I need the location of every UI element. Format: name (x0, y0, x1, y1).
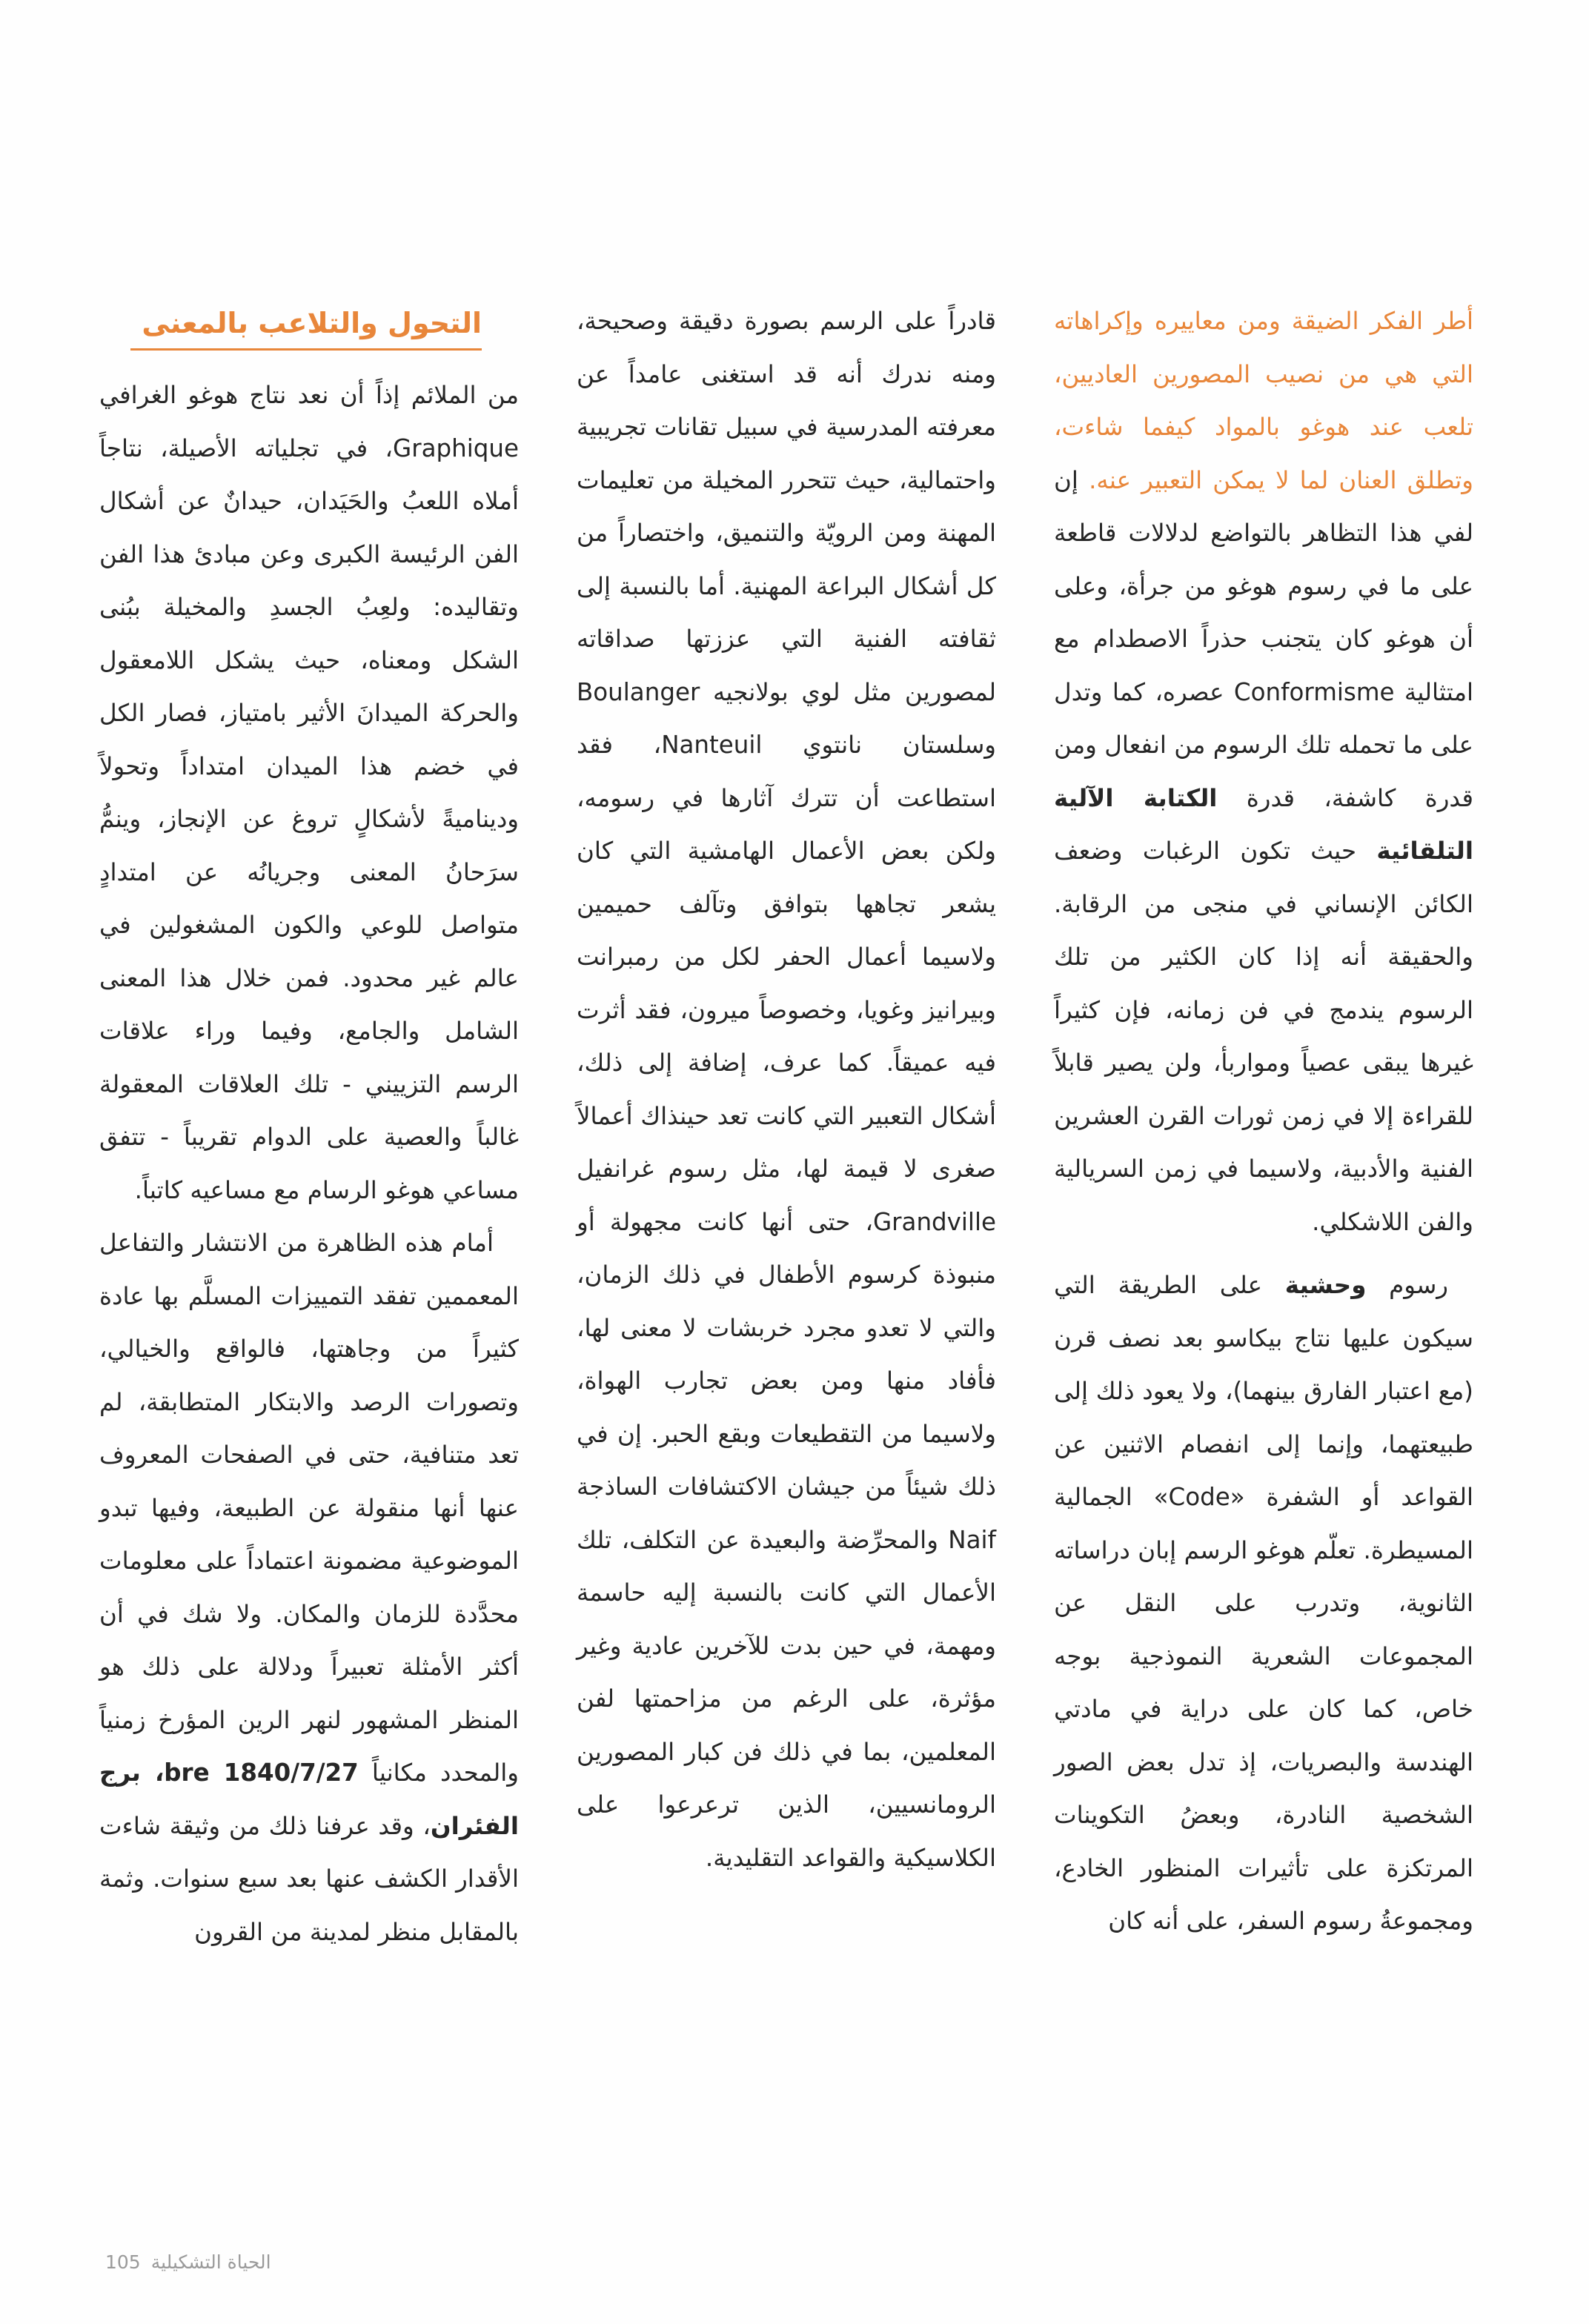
section-heading: التحول والتلاعب بالمعنى (142, 307, 482, 339)
paragraph (1054, 1259, 1473, 1948)
page-footer (105, 2251, 271, 2273)
paragraph-text: أمام هذه الظاهرة من الانتشار والتفاعل المعممين تفقد التمييزات المسلَّم بها عادة كثيراً من وجاهتها، فالواقع والخيالي، وتصورات الرصد والابتكار المتطابقة، لم تعد متنافية، حتى في الصفحات المعروف عنها أنها منقولة عن الطبيعة، وفيها تبدو الموضوعية مضمونة اعتماداً على معلومات محدَّدة للزمان والمكان. ولا شك في أن أكثر الأمثلة تعبيراً ودلالة على ذلك هو المنظر المشهور لنهر الرين المؤرخ زمنياً والمحدد مكانياً (99, 1229, 519, 1787)
paragraph: قادراً على الرسم بصورة دقيقة وصحيحة، ومنه ندرك أنه قد استغنى عامداً عن معرفته المدرسية في سبيل تقانات تجريبية واحتمالية، حيث تتحرر المخيلة من تعليمات المهنة ومن الرويّة والتنميق، واختصاراً من كل أشكال البراعة المهنية. أما بالنسبة إلى ثقافته الفنية التي عززتها صداقاته لمصورين مثل لوي بولانجيه Boulanger وسلستان نانتوي Nanteuil، فقد استطاعت أن تترك آثارها في رسومه، ولكن بعض الأعمال الهامشية التي كان يشعر تجاهها بتوافق وتآلف حميمين ولاسيما أعمال الحفر لكل من رمبرانت وبيرانيز وغويا، وخصوصاً ميرون، فقد أثرت فيه عميقاً. كما عرف، إضافة إلى ذلك، أشكال التعبير التي كانت تعد حينذاك أعمالاً صغرى لا قيمة لها، مثل رسوم غرانفيل Grandville، حتى أنها كانت مجهولة أو منبوذة كرسوم الأطفال في ذلك الزمان، والتي لا تعدو مجرد خربشات لا معنى لها، فأفاد منها ومن بعض تجارب الهواة، ولاسيما من التقطيعات وبقع الحبر. إن في ذلك شيئاً من جيشان الاكتشافات الساذجة Naif والمحرِّضة والبعيدة عن التكلف، تلك الأعمال التي كانت بالنسبة إليه حاسمة ومهمة، في حين بدت للآخرين عادية وغير مؤثرة، على الرغم من مزاحمتها لفن المعلمين، بما في ذلك فن كبار المصورين الرومانسيين، الذين ترعرعوا على الكلاسيكية والقواعد التقليدية. (577, 307, 997, 1872)
article-column-middle (577, 295, 996, 1885)
paragraph (1054, 295, 1473, 1249)
heading-underline (130, 348, 482, 351)
article-column-right (1054, 295, 1473, 1948)
article-column-left (99, 369, 519, 1959)
paragraph-text: رسوم (1366, 1271, 1449, 1299)
intro-highlight: أطر الفكر الضيقة ومن معاييره وإكراهاته التي هي من نصيب المصورين العاديين، تلعب عند هوغو بالمواد كيفما شاءت، وتطلق العنان لما لا يمكن التعبير عنه. (1054, 307, 1473, 494)
paragraph-text: إن لفي هذا التظاهر بالتواضع لدلالات قاطعة على ما في رسوم هوغو من جرأة، وعلى أن هوغو كان يتجنب حذراً الاصطدام مع امتثالية Conformisme عصره، كما وتدل على ما تحمله تلك الرسوم من انفعال ومن قدرة كاشفة، قدرة (1054, 465, 1474, 812)
paragraph-text: ، وقد عرفنا ذلك من وثيقة شاءت الأقدار الكشف عنها بعد سبع سنوات. وثمة بالمقابل منظر لمدينة من القرون (99, 1811, 519, 1946)
page-number: 105 (105, 2251, 141, 2273)
magazine-name: الحياة التشكيلية (150, 2251, 271, 2273)
paragraph: من الملائم إذاً أن نعد نتاج هوغو الغرافي Graphique، في تجلياته الأصيلة، نتاجاً أملاه اللعبُ والحَيَدان، حيدانٌ عن أشكال الفن الرئيسة الكبرى وعن مبادئ هذا الفن وتقاليده: ولعِبُ الجسدِ والمخيلة ببُنى الشكل ومعناه، حيث يشكل اللامعقول والحركة الميدانَ الأثير بامتياز، فصار الكل في خضم هذا الميدان امتداداً وتحولاً وديناميةً لأشكالٍ تروغ عن الإنجاز، وينمُّ سرَحانُ المعنى وجريانُه عن امتدادٍ متواصل للوعي والكون المشغولين في عالم غير محدود. فمن خلال هذا المعنى الشامل والجامع، وفيما وراء علاقات الرسم التزييني - تلك العلاقات المعقولة غالباً والعصية على الدوام تقريباً - تتفق مساعي هوغو الرسام مع مساعيه كاتباً. (99, 381, 519, 1204)
emphasis-text: وحشية (1284, 1271, 1367, 1299)
paragraph (99, 1217, 519, 1959)
emphasis-text: الكتابة الآلية التلقائية (1054, 783, 1473, 865)
emphasis-text: 1840/7/27 bre، برج الفئران (99, 1759, 519, 1840)
paragraph-text: حيث تكون الرغبات وضعف الكائن الإنساني في منجى من الرقابة. والحقيقة أنه إذا كان الكثير من تلك الرسوم يندمج في فن زمانه، فإن كثيراً غيرها يبقى عصياً ومواربأ، ولن يصير قابلاً للقراءة إلا في زمن ثورات القرن العشرين الفنية والأدبية، ولاسيما في زمن السريالية والفن اللاشكلي. (1054, 837, 1473, 1236)
paragraph-text: على الطريقة التي سيكون عليها نتاج بيكاسو بعد نصف قرن (مع اعتبار الفارق بينهما)، ولا يعود ذلك إلى طبيعتهما، وإنما إلى انفصام الاثنين عن القواعد أو الشفرة «Code» الجمالية المسيطرة. تعلّم هوغو الرسم إبان دراساته الثانوية، وتدرب على النقل عن المجموعات الشعرية النموذجية بوجه خاص، كما كان على دراية في مادتي الهندسة والبصريات، إذ تدل بعض الصور الشخصية النادرة، وبعضُ التكوينات المرتكزة على تأثيرات المنظور الخادع، ومجموعةُ رسوم السفر، على أنه كان (1054, 1271, 1474, 1935)
